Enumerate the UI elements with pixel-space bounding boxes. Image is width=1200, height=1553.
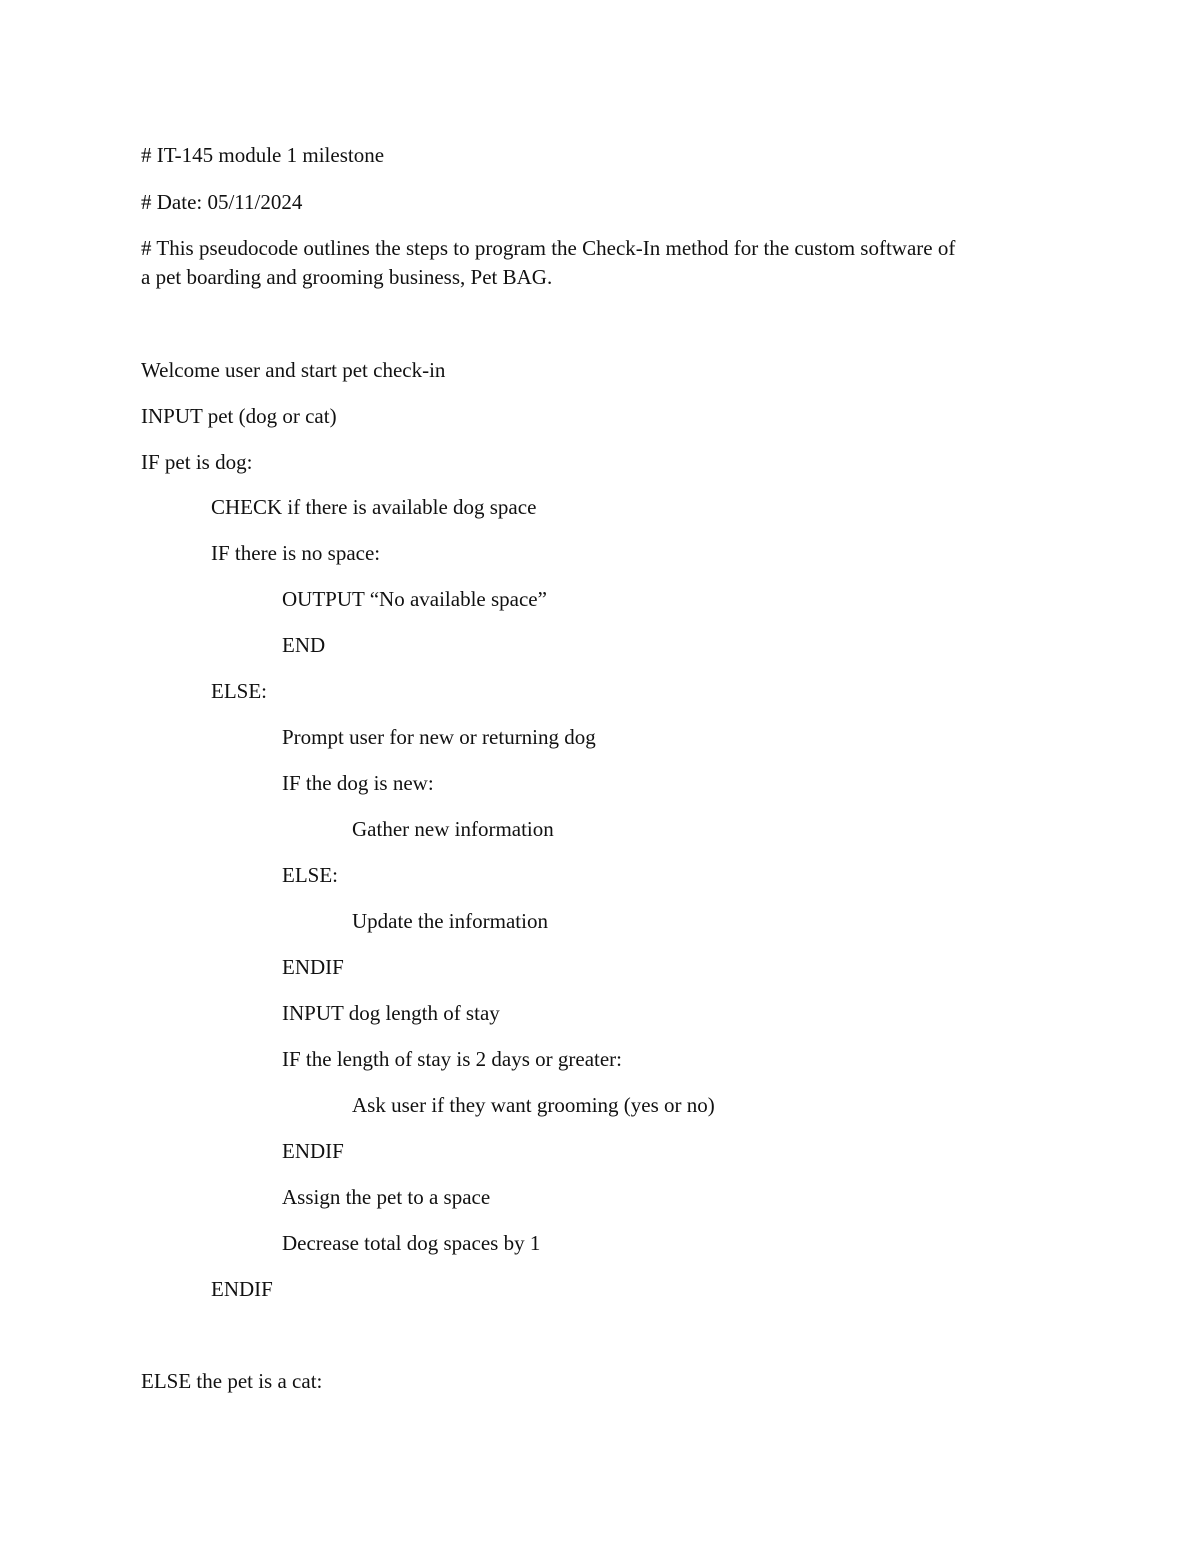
pseudocode-line: IF the length of stay is 2 days or greater: [282, 1047, 622, 1071]
pseudocode-line: Decrease total dog spaces by 1 [282, 1231, 541, 1255]
description-line-1: # This pseudocode outlines the steps to program the Check-In method for the custom software of [141, 236, 956, 260]
pseudocode-line: ENDIF [282, 955, 344, 979]
pseudocode-line: ENDIF [211, 1277, 273, 1301]
pseudocode-line: IF the dog is new: [282, 771, 434, 795]
title-comment: # IT-145 module 1 milestone [141, 143, 385, 167]
pseudocode-line: ELSE the pet is a cat: [141, 1369, 323, 1393]
pseudocode-line: Ask user if they want grooming (yes or no) [352, 1093, 715, 1117]
pseudocode-line: Assign the pet to a space [282, 1185, 491, 1209]
description-line-2: a pet boarding and grooming business, Pet BAG. [141, 265, 553, 289]
date-comment: # Date: 05/11/2024 [141, 190, 303, 214]
pseudocode-line: IF there is no space: [211, 541, 381, 565]
pseudocode-line: INPUT pet (dog or cat) [141, 404, 337, 428]
pseudocode-line: Prompt user for new or returning dog [282, 725, 596, 749]
pseudocode-line: INPUT dog length of stay [282, 1001, 500, 1025]
pseudocode-line: Update the information [352, 909, 548, 933]
pseudocode-line: Welcome user and start pet check-in [141, 358, 446, 382]
pseudocode-line: ELSE: [211, 679, 267, 703]
pseudocode-line: ELSE: [282, 863, 338, 887]
pseudocode-line: Gather new information [352, 817, 554, 841]
pseudocode-line: END [282, 633, 326, 657]
pseudocode-line: ENDIF [282, 1139, 344, 1163]
pseudocode-line: OUTPUT “No available space” [282, 587, 547, 611]
pseudocode-line: IF pet is dog: [141, 450, 253, 474]
pseudocode-line: CHECK if there is available dog space [211, 495, 537, 519]
